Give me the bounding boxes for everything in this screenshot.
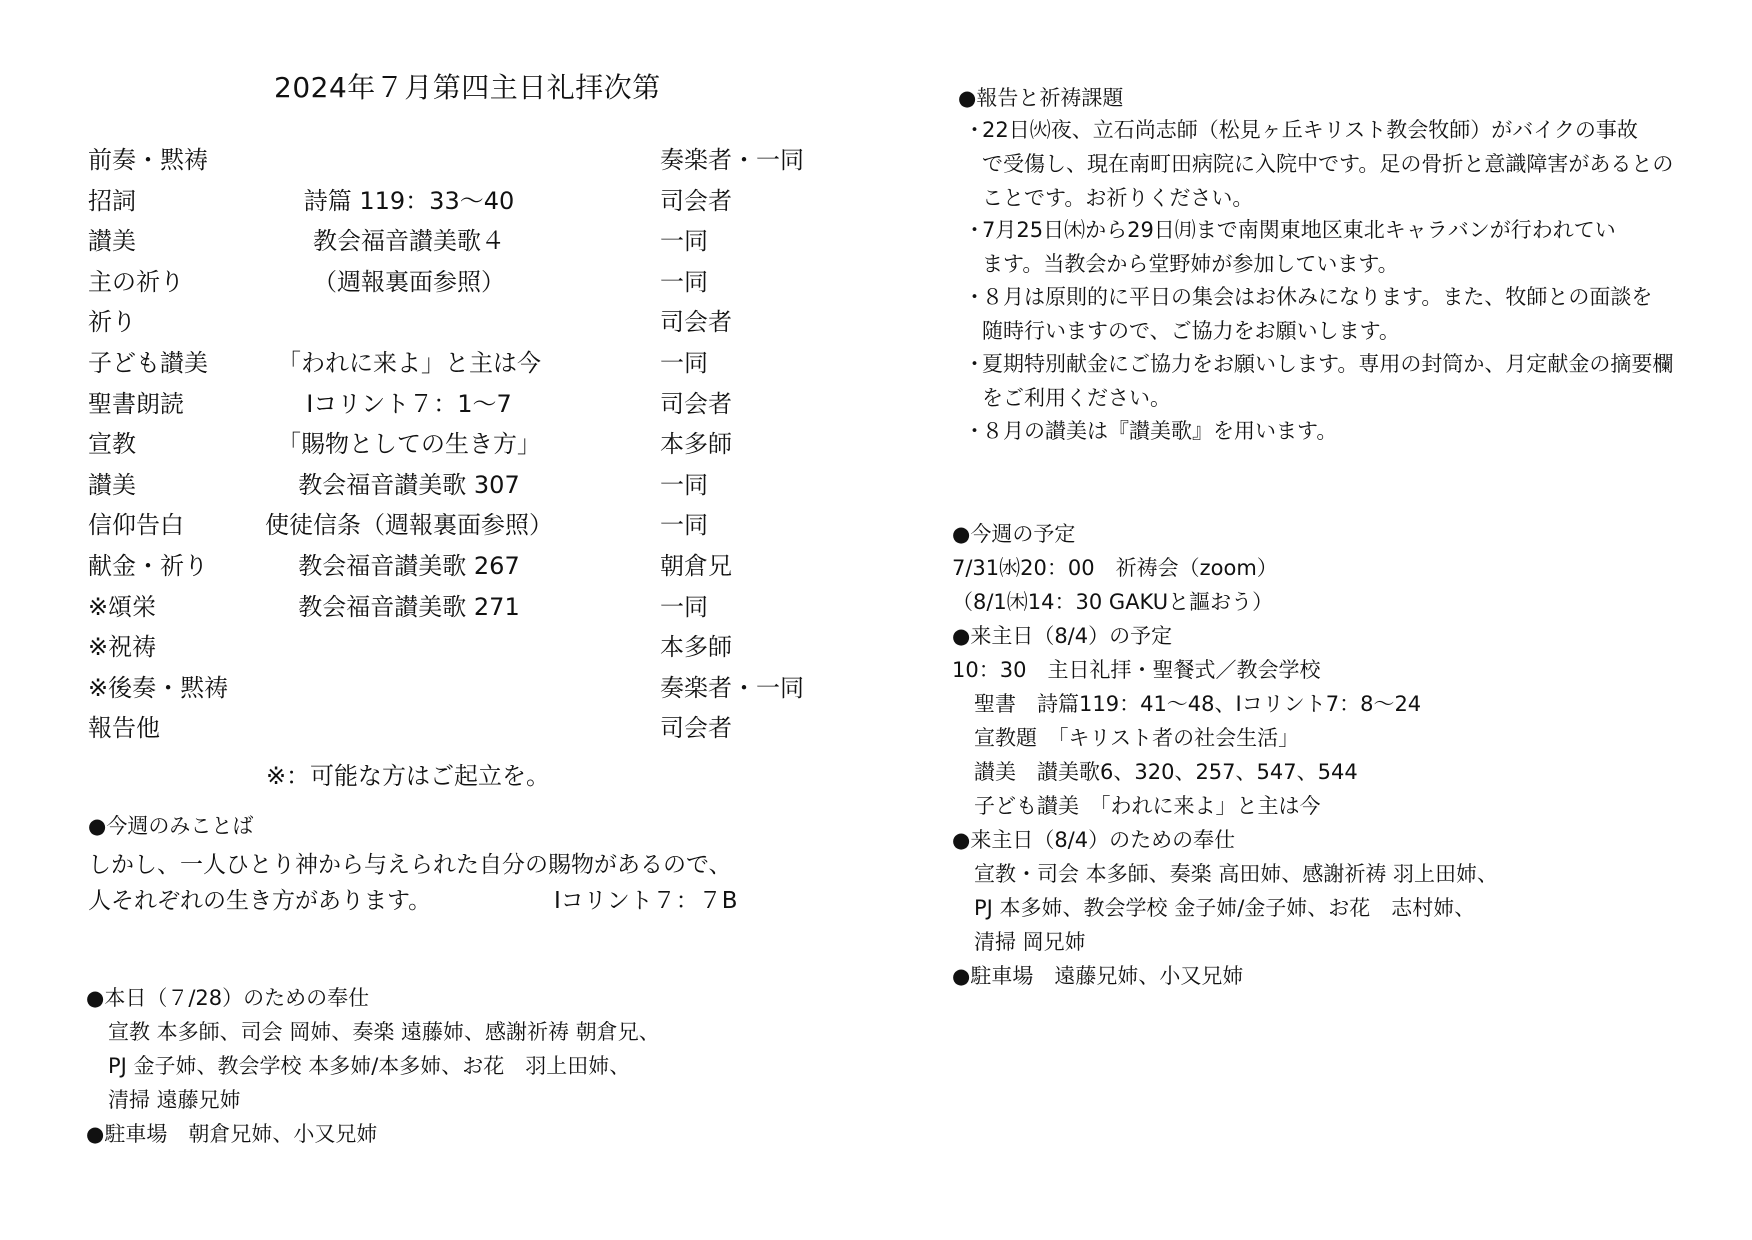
today-service-line: 宣教 本多師、司会 岡姉、奏楽 遠藤姉、感謝祈祷 朝倉兄、 <box>108 1020 660 1044</box>
order-leader: 司会者 <box>660 186 732 215</box>
verse-reference: Ⅰコリント７：７B <box>554 888 738 914</box>
order-leader: 司会者 <box>660 714 732 743</box>
today-service-heading: ●本日（７/28）のための奉仕 <box>86 986 370 1010</box>
order-row <box>88 587 828 628</box>
bullet: ・ <box>964 218 985 242</box>
order-leader: 一同 <box>660 267 708 296</box>
worship-order-list <box>88 140 828 749</box>
order-row <box>88 424 828 465</box>
verse-line: しかし、一人ひとり神から与えられた自分の賜物があるので、 <box>88 852 732 878</box>
order-content: 詩篇 119：33～40 <box>303 186 515 215</box>
report-line: をご利用ください。 <box>982 386 1171 410</box>
order-part: 献金・祈り <box>88 551 208 580</box>
order-row <box>88 181 828 222</box>
next-sunday-line: 子ども讃美 「われに来よ」と主は今 <box>974 794 1321 818</box>
order-part: 讃美 <box>88 470 136 499</box>
week-schedule-heading: ●今週の予定 <box>952 522 1076 546</box>
order-leader: 一同 <box>660 511 708 540</box>
order-row <box>88 302 828 343</box>
next-sunday-line: 宣教題 「キリスト者の社会生活」 <box>974 726 1300 750</box>
bullet: ・ <box>964 285 985 309</box>
bullet: ・ <box>964 118 985 142</box>
order-leader: 本多師 <box>660 633 732 662</box>
order-leader: 司会者 <box>660 308 732 337</box>
verse-line: 人それぞれの生き方があります。 <box>88 888 432 914</box>
order-row <box>88 384 828 425</box>
order-content: 「われに来よ」と主は今 <box>277 348 541 377</box>
order-leader: 一同 <box>660 348 708 377</box>
report-line: 7月25日㈭から29日㈪まで南関東地区東北キャラバンが行われてい <box>982 218 1616 242</box>
order-part: ※祝祷 <box>88 633 157 662</box>
order-leader: 奏楽者・一同 <box>660 146 804 174</box>
order-row <box>88 708 828 749</box>
week-schedule-line: 7/31㈬20：00 祈祷会（zoom） <box>952 556 1278 580</box>
order-part: 報告他 <box>88 714 160 743</box>
order-part: ※後奏・黙祷 <box>88 673 229 702</box>
order-leader: 奏楽者・一同 <box>660 673 804 702</box>
order-content: 教会福音讃美歌 267 <box>298 551 520 580</box>
order-part: 主の祈り <box>88 267 184 296</box>
order-row <box>88 546 828 587</box>
next-sunday-heading: ●来主日（8/4）の予定 <box>952 624 1173 648</box>
order-part: 祈り <box>88 308 136 337</box>
report-line: で受傷し、現在南町田病院に入院中です。足の骨折と意識障害があるとの <box>982 152 1674 176</box>
week-schedule-line: （8/1㈭14：30 GAKUと謳おう） <box>952 590 1274 614</box>
order-content: 使徒信条（週報裏面参照） <box>265 511 553 540</box>
next-parking: ●駐車場 遠藤兄姉、小又兄姉 <box>952 964 1244 988</box>
page-title: 2024年７月第四主日礼拝次第 <box>274 71 661 104</box>
order-content: （週報裏面参照） <box>313 267 505 296</box>
today-parking: ●駐車場 朝倉兄姉、小又兄姉 <box>86 1122 378 1146</box>
order-leader: 司会者 <box>660 389 732 418</box>
order-row <box>88 505 828 546</box>
order-part: 宣教 <box>88 430 136 459</box>
report-line: ８月の讃美は『讃美歌』を用います。 <box>982 419 1338 443</box>
order-part: ※頌栄 <box>88 592 157 621</box>
next-sunday-line: 10：30 主日礼拝・聖餐式／教会学校 <box>952 658 1321 682</box>
order-part: 讃美 <box>88 227 136 256</box>
order-part: 前奏・黙祷 <box>88 146 208 174</box>
order-row <box>88 343 828 384</box>
order-content: 「賜物としての生き方」 <box>277 430 541 459</box>
next-service-line: 宣教・司会 本多師、奏楽 高田姉、感謝祈祷 羽上田姉、 <box>974 862 1499 886</box>
order-leader: 朝倉兄 <box>660 551 732 580</box>
order-row <box>88 262 828 303</box>
next-service-line: PJ 本多姉、教会学校 金子姉/金子姉、お花 志村姉、 <box>974 896 1476 920</box>
reports-heading: ●報告と祈祷課題 <box>958 86 1124 110</box>
order-row <box>88 668 828 709</box>
today-service-line: 清掃 遠藤兄姉 <box>108 1088 241 1112</box>
order-part: 信仰告白 <box>88 511 184 540</box>
order-leader: 一同 <box>660 227 708 256</box>
today-service-line: PJ 金子姉、教会学校 本多姉/本多姉、お花 羽上田姉、 <box>108 1054 631 1078</box>
report-line: ８月は原則的に平日の集会はお休みになります。また、牧師との面談を <box>982 285 1653 309</box>
order-leader: 一同 <box>660 592 708 621</box>
order-content: Ⅰコリント７：1～7 <box>306 389 512 418</box>
order-row <box>88 465 828 506</box>
order-row <box>88 140 828 181</box>
standing-note <box>88 756 828 791</box>
verse-heading: ●今週のみことば <box>88 814 254 838</box>
bullet: ・ <box>964 419 985 443</box>
bullet: ・ <box>964 352 985 376</box>
next-service-line: 清掃 岡兄姉 <box>974 930 1086 954</box>
order-leader: 一同 <box>660 470 708 499</box>
report-line: ことです。お祈りください。 <box>982 186 1254 210</box>
report-line: 夏期特別献金にご協力をお願いします。専用の封筒か、月定献金の摘要欄 <box>982 352 1674 376</box>
report-line: ます。当教会から堂野姉が参加しています。 <box>982 252 1399 276</box>
order-row <box>88 627 828 668</box>
order-part: 聖書朗読 <box>88 389 184 418</box>
next-sunday-line: 讃美 讃美歌6、320、257、547、544 <box>974 760 1358 784</box>
order-leader: 本多師 <box>660 430 732 459</box>
report-line: 22日㈫夜、立石尚志師（松見ヶ丘キリスト教会牧師）がバイクの事故 <box>982 118 1638 142</box>
next-service-heading: ●来主日（8/4）のための奉仕 <box>952 828 1236 852</box>
next-sunday-line: 聖書 詩篇119：41～48、Ⅰコリント7：8～24 <box>974 692 1422 716</box>
report-line: 随時行いますので、ご協力をお願いします。 <box>982 319 1400 343</box>
order-content: 教会福音讃美歌 271 <box>298 592 520 621</box>
order-row <box>88 221 828 262</box>
order-part: 招詞 <box>88 186 136 215</box>
order-content: 教会福音讃美歌４ <box>313 227 505 256</box>
order-content: 教会福音讃美歌 307 <box>298 470 520 499</box>
order-part: 子ども讃美 <box>88 348 208 377</box>
standing-note-text: ※：可能な方はご起立を。 <box>265 762 551 790</box>
